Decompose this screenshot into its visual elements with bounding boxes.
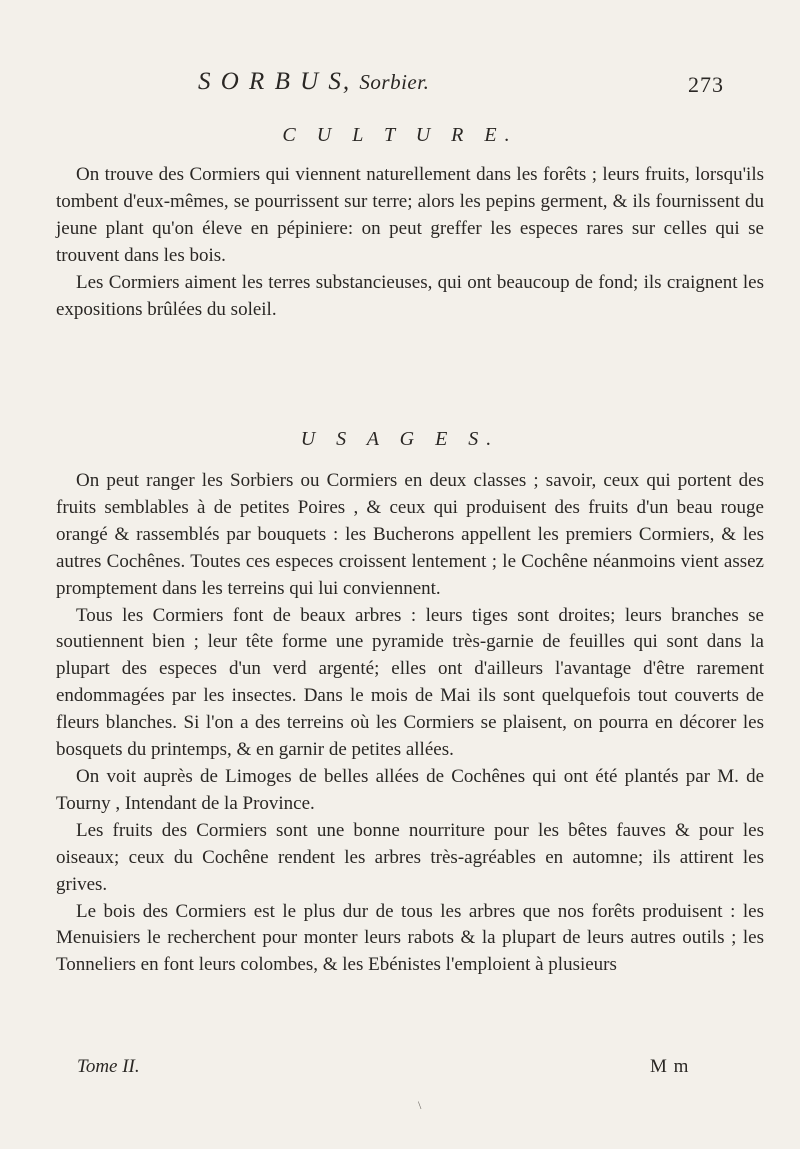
culture-text bbox=[56, 162, 764, 323]
paragraph: Tous les Cormiers font de beaux arbres : leurs tiges sont droites; leurs branches se soutiennent bien ; leur tête forme une pyramide très-garnie de feuilles qui sont dans la plupart des especes d'un verd argenté; elles ont d'ailleurs l'avantage d'être rarement endommagées par les insectes. Dans le mois de Mai ils sont quelquefois tout couverts de fleurs blanches. Si l'on a des terreins où les Cormiers se plaisent, on pourra en décorer les bosquets du printemps, & en garnir de petites allées. bbox=[56, 604, 764, 761]
usages-heading: U S A G E S. bbox=[300, 428, 500, 450]
volume-signature: Tome II. bbox=[77, 1056, 140, 1077]
page-number: 273 bbox=[688, 72, 724, 97]
running-head bbox=[198, 68, 618, 96]
paragraph: On trouve des Cormiers qui viennent naturellement dans les forêts ; leurs fruits, lorsqu'ils tombent d'eux-mêmes, se pourrissent sur terre; alors les pepins germent, & ils fournissent du jeune plant qu'on éleve en pépiniere: on peut greffer les especes rares sur celles qui se trouvent dans les bois. bbox=[56, 164, 764, 266]
paragraph: On voit auprès de Limoges de belles allées de Cochênes qui ont été plantés par M. de Tourny , Intendant de la Province. bbox=[56, 765, 764, 814]
paragraph: Les fruits des Cormiers sont une bonne nourriture pour les bêtes fauves & pour les oiseaux; ceux du Cochêne rendent les arbres très-agréables en automne; ils attirent les grives. bbox=[56, 819, 764, 895]
paragraph: Le bois des Cormiers est le plus dur de tous les arbres que nos forêts produisent : les Menuisiers le recherchent pour monter leurs rabots & la plupart de leurs autres outils ; les Tonneliers en font leurs colombes, & les Ebénistes l'emploient à plusieurs bbox=[56, 900, 764, 976]
gathering-signature: M m bbox=[650, 1056, 690, 1077]
running-head-subtitle: Sorbier. bbox=[359, 70, 430, 94]
running-head-title: S O R B U S, bbox=[198, 68, 352, 95]
culture-heading: C U L T U R E. bbox=[282, 124, 518, 146]
paragraph: On peut ranger les Sorbiers ou Cormiers en deux classes ; savoir, ceux qui portent des fruits semblables à de petites Poires , & ceux qui produisent des fruits d'un beau rouge orangé & rassemblés par bouquets : les Bucherons appellent les premiers Cormiers, & les autres Cochênes. Toutes ces especes croissent lentement ; le Cochêne néanmoins vient assez promptement dans les terreins qui lui conviennent. bbox=[56, 470, 764, 599]
margin-mark: \ bbox=[418, 1098, 422, 1112]
paragraph: Les Cormiers aiment les terres substancieuses, qui ont beaucoup de fond; ils craignent les expositions brûlées du soleil. bbox=[56, 271, 764, 320]
usages-text bbox=[56, 468, 764, 979]
